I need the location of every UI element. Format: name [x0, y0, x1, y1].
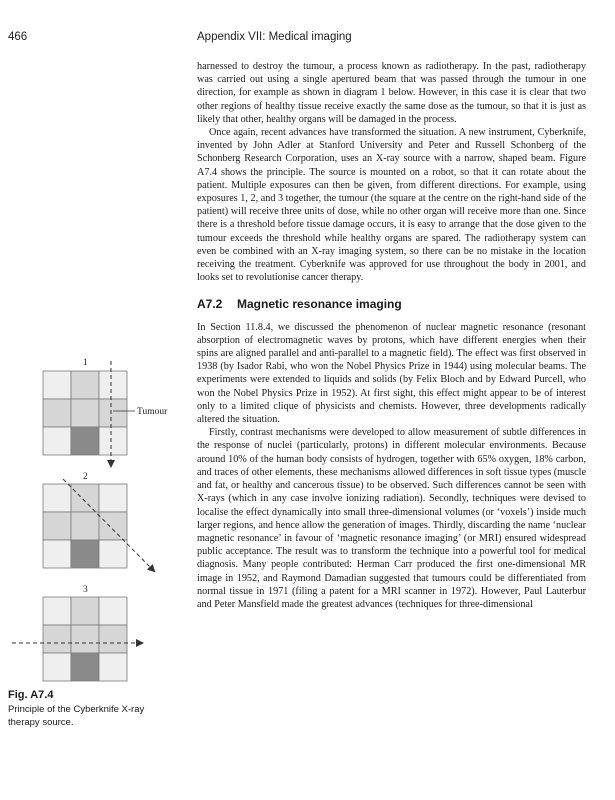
- organ-cell-dark: [71, 653, 99, 681]
- tissue-cell: [43, 399, 71, 427]
- tissue-cell: [43, 484, 71, 512]
- diagram-1: [43, 361, 135, 466]
- tissue-cell: [43, 512, 71, 540]
- tissue-cell: [99, 512, 127, 540]
- tissue-cell: [99, 597, 127, 625]
- diagram-3: [12, 597, 142, 681]
- figure-caption: [8, 689, 178, 729]
- section-title: Magnetic resonance imaging: [237, 297, 402, 312]
- paragraph-3: In Section 11.8.4, we discussed the phenomenon of nuclear magnetic resonance (resonant absorption of electromagnetic waves by protons, which have different energies when their spins are aligned parallel and anti-parallel to a magnetic field). The effect was first observed in 1938 (by Isador Rabi, who won the Nobel Physics Prize in 1944) using molecular beams. The experiments were extended to liquids and solids (by Felix Bloch and by Edward Purcell, who won the Nobel Physics Prize in 1952). At first sight, this effect might appear to be of interest only to a limited clique of physicists and chemists. However, three developments radically altered the situation.: [197, 321, 586, 426]
- tumour-label: Tumour: [137, 407, 168, 417]
- page-number: 466: [8, 31, 28, 43]
- tissue-cell: [43, 371, 71, 399]
- diagram-3-label: 3: [83, 585, 88, 595]
- tissue-cell: [99, 540, 127, 568]
- section-heading: [197, 298, 586, 311]
- tissue-cell: [71, 512, 99, 540]
- section-number: A7.2: [197, 297, 223, 312]
- tissue-cell: [99, 484, 127, 512]
- figure-a7-4: [0, 0, 190, 800]
- tissue-cell: [43, 625, 71, 653]
- paragraph-4: Firstly, contrast mechanisms were developed to allow measurement of subtle differences in the response of nuclei (particularly, protons) in different molecular environments. Because around 10% of the human body consists of hydrogen, together with 65% oxygen, 18% carbon, and traces of other elements, these mechanisms allowed differences in soft tissue types (muscle and fat, or healthy and cancerous tissue) to be observed. Such differences cannot be seen with X-rays (which in any case involve ionizing radiation). Secondly, techniques were devised to localise the effect dynamically into small three-dimensional volumes (or ‘voxels’) inside much larger regions, and hence allow the generation of images. Thirdly, discarding the name ‘nuclear magnetic resonance’ in favour of ‘magnetic resonance imaging’ (or MRI) ensured widespread public acceptance. The result was to transform the technique into a powerful tool for medical diagnosis. Many people contributed: Herman Carr produced the first one-dimensional MR image in 1952, and Raymond Damadian suggested that tumours could be differentiated from normal tissue in 1971 (filing a patent for a MRI scanner in 1972). However, Paul Lauterbur and Peter Mansfield made the greatest advances (techniques for three-dimensional: [197, 427, 586, 610]
- tissue-cell: [99, 399, 127, 427]
- tissue-cell: [43, 540, 71, 568]
- diagram-2: [43, 479, 154, 571]
- main-text-column: [197, 60, 586, 611]
- diagram-1-label: 1: [83, 358, 88, 368]
- tissue-cell: [71, 484, 99, 512]
- tissue-cell: [99, 371, 127, 399]
- tissue-cell: [43, 427, 71, 455]
- tissue-cell: [71, 399, 99, 427]
- tissue-cell: [99, 427, 127, 455]
- tissue-cell: [99, 653, 127, 681]
- organ-cell-dark: [71, 540, 99, 568]
- figure-caption-label: Fig. A7.4: [8, 689, 54, 701]
- paragraph-1: harnessed to destroy the tumour, a process known as radiotherapy. In the past, radiotherapy was carried out using a single apertured beam that was passed through the tumour in one direction, for example as shown in diagram 1 below. However, in this case it is clear that two other regions of healthy tissue receive exactly the same dose as the tumour, so that it is just as likely that other, healthy organs will be damaged in the process.: [197, 61, 586, 125]
- tissue-cell: [43, 597, 71, 625]
- running-head: Appendix VII: Medical imaging: [197, 31, 352, 43]
- cyberknife-diagram: [0, 0, 190, 800]
- tissue-cell: [99, 625, 127, 653]
- diagram-2-label: 2: [83, 472, 88, 482]
- tissue-cell: [43, 653, 71, 681]
- tissue-cell: [71, 625, 99, 653]
- paragraph-2: Once again, recent advances have transformed the situation. A new instrument, Cyberknife, invented by John Adler at Stanford University and Peter and Russell Schonberg of the Schonberg Research Corporation, uses an X-ray source with a narrow, shaped beam. Figure A7.4 shows the principle. The source is mounted on a robot, so that it can rotate about the patient. Multiple exposures can then be given, from different directions. For example, using exposures 1, 2, and 3 together, the tumour (the square at the centre on the right-hand side of the patient) will receive three units of dose, while no other organ will receive more than one. Since there is a threshold before tissue damage occurs, it is easy to arrange that the dose given to the tumour exceeds the threshold while healthy organs are spared. The radiotherapy system can even be combined with an X-ray imaging system, so there can be no mistake in the location receiving the treatment. Cyberknife was approved for use throughout the body in 2001, and looks set to revolutionise cancer therapy.: [197, 127, 586, 284]
- tissue-cell: [71, 597, 99, 625]
- organ-cell-dark: [71, 427, 99, 455]
- figure-caption-text: Principle of the Cyberknife X-ray therapy source.: [8, 704, 145, 728]
- tissue-cell: [71, 371, 99, 399]
